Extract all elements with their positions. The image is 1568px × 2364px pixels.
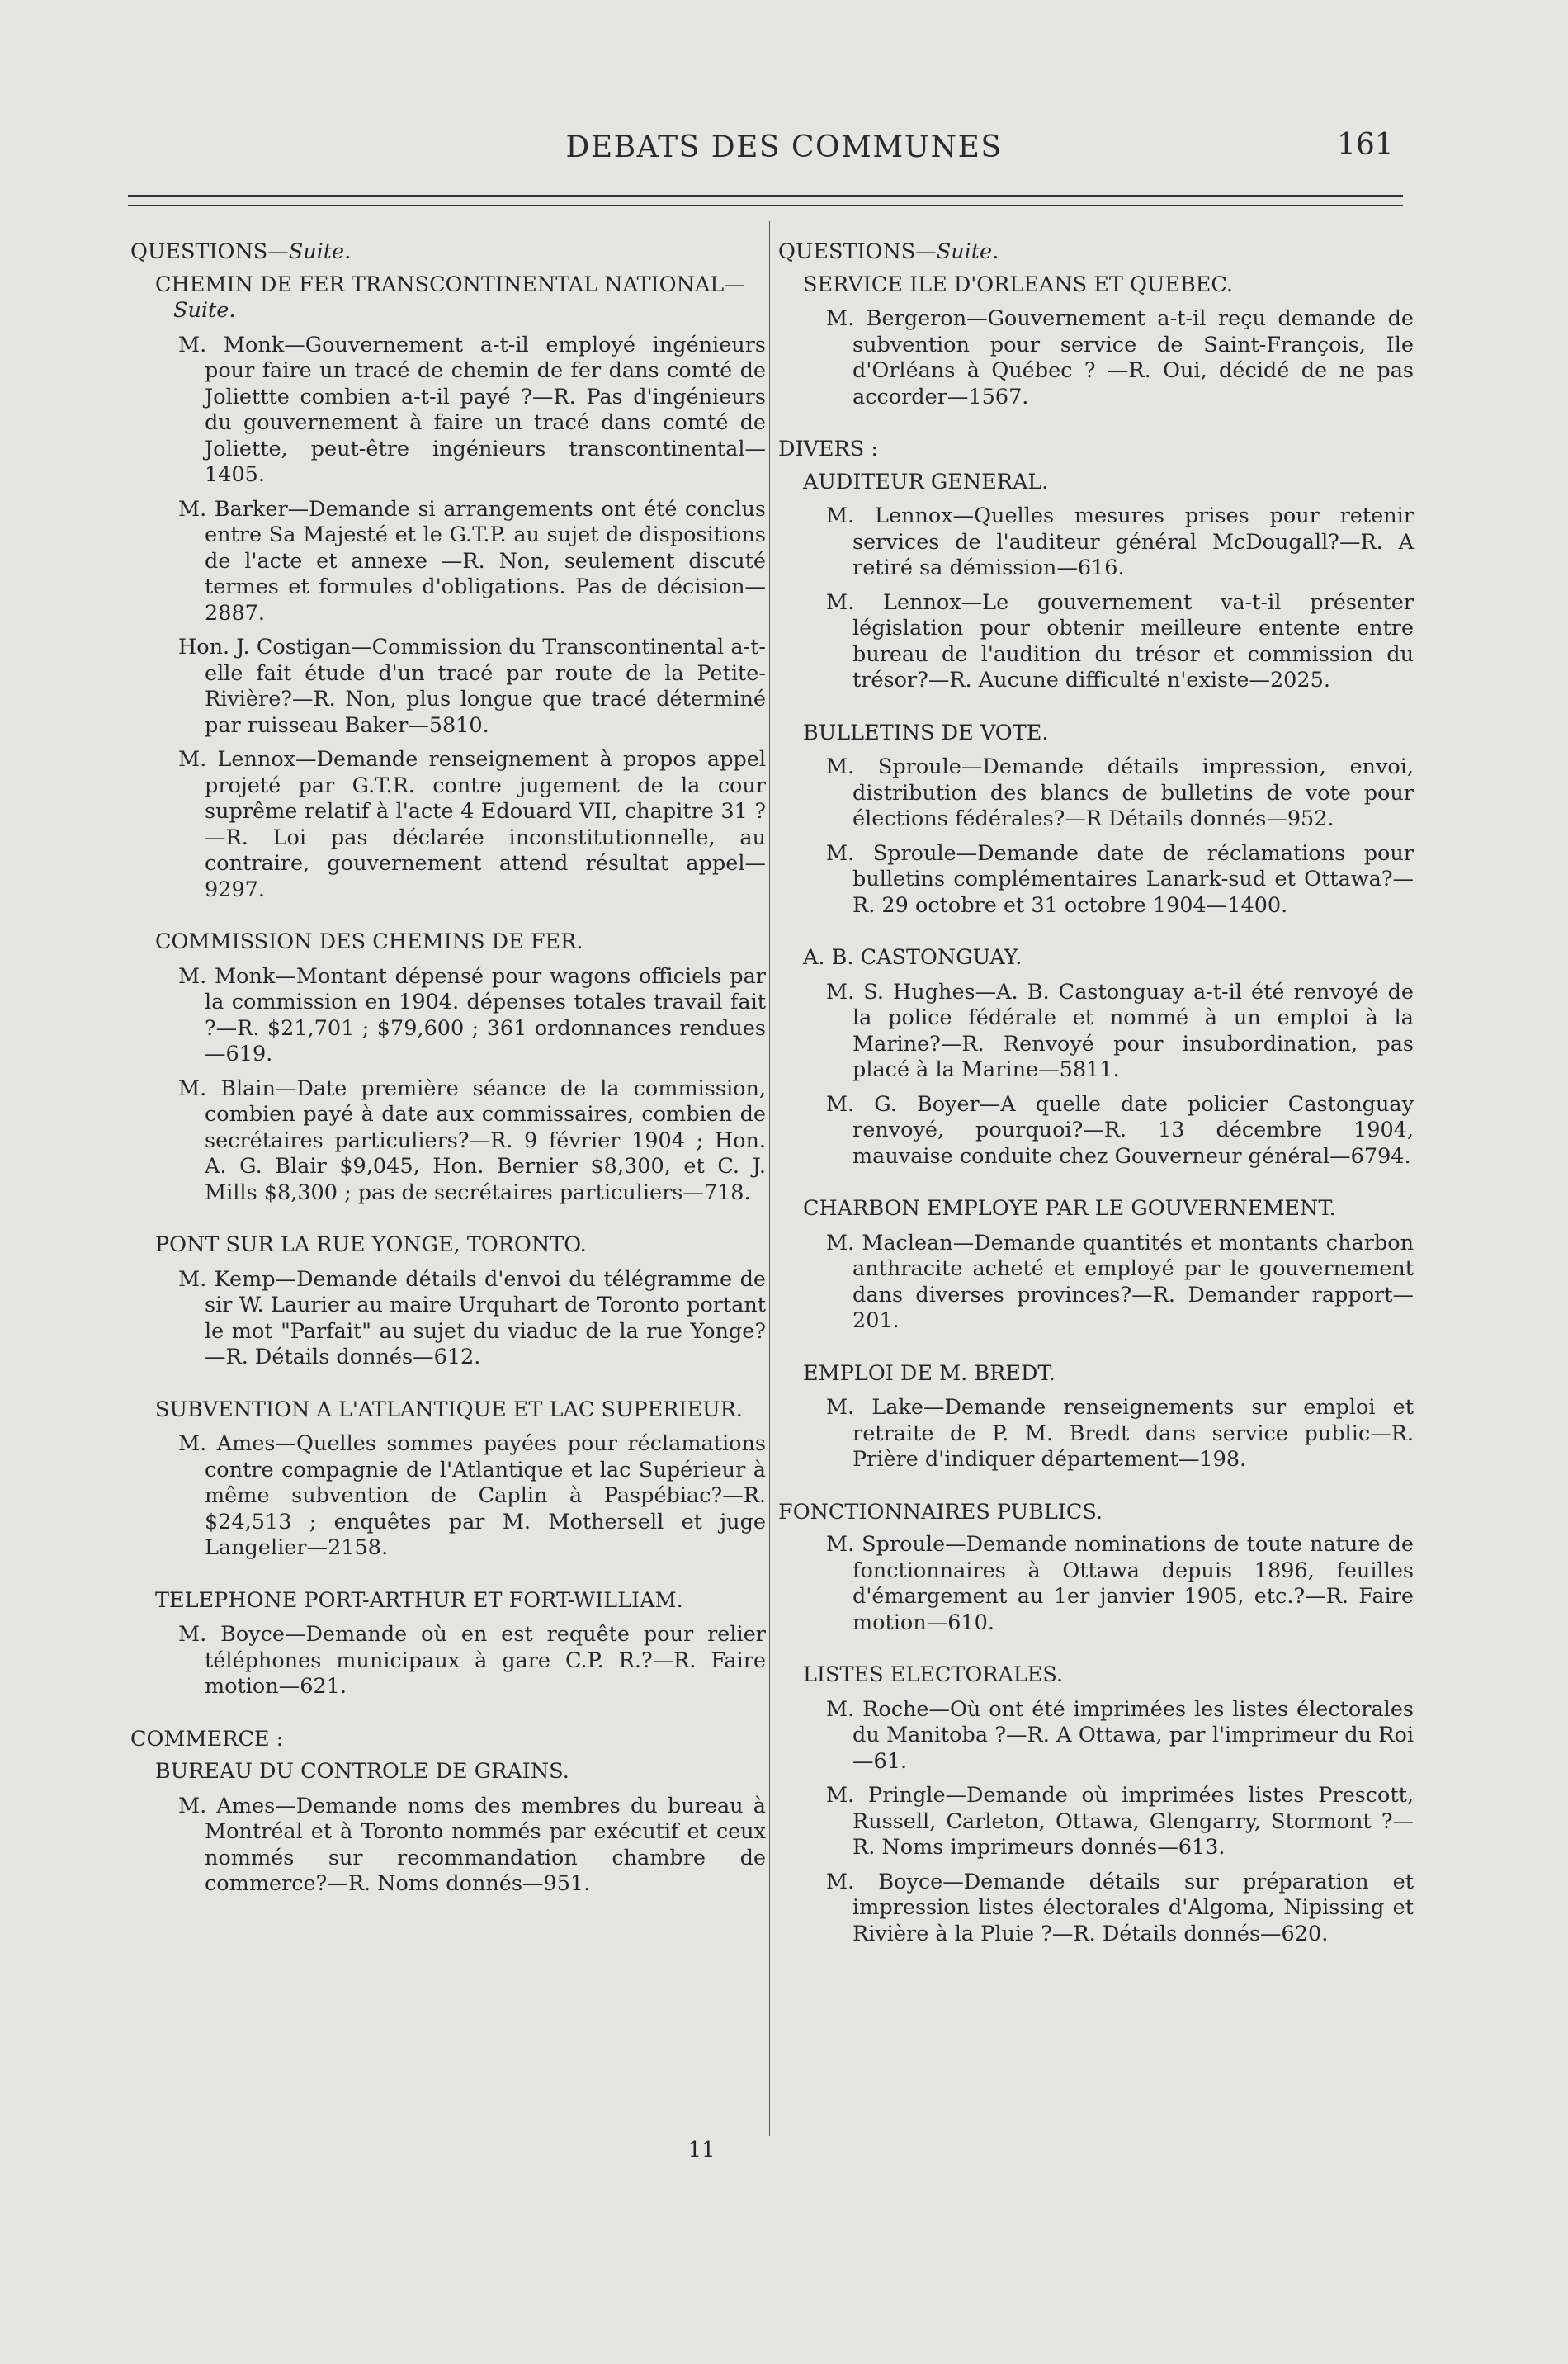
commerce-heading: COMMERCE : <box>130 1726 284 1752</box>
entry: M. Pringle—Demande où imprimées listes Prescott, Russell, Carleton, Ottawa, Glengarry, Stormont ?—R. Noms imprimeurs donnés—613. <box>826 1783 1414 1860</box>
entry: M. Maclean—Demande quantités et montants charbon anthracite acheté et employé par le gouvernement dans diverses provinces?—R. Demander rapport—201. <box>826 1230 1414 1333</box>
section-title: SUBVENTION A L'ATLANTIQUE ET LAC SUPERIEUR. <box>155 1397 743 1422</box>
questions-heading: QUESTIONS—Suite. <box>130 239 352 264</box>
signature-number: 11 <box>687 2138 716 2163</box>
fonctionnaires-heading: FONCTIONNAIRES PUBLICS. <box>778 1499 1103 1525</box>
questions-heading: QUESTIONS—Suite. <box>778 239 999 264</box>
entry: M. Lake—Demande renseignements sur emploi et retraite de P. M. Bredt dans service public—R. Prière d'indiquer département—198. <box>826 1395 1414 1472</box>
entry: Hon. J. Costigan—Commission du Transcontinental a-t-elle fait étude d'un tracé par route de la Petite-Rivière?—R. Non, plus longue que tracé déterminé par ruisseau Baker—5810. <box>178 635 766 738</box>
section-title: SERVICE ILE D'ORLEANS ET QUEBEC. <box>803 272 1234 297</box>
entry: M. S. Hughes—A. B. Castonguay a-t-il été renvoyé de la police fédérale et nommé à un emploi à la Marine?—R. Renvoyé pour insubordination, pas placé à la Marine—5811. <box>826 979 1414 1082</box>
entry: M. G. Boyer—A quelle date policier Castonguay renvoyé, pourquoi?—R. 13 décembre 1904, mauvaise conduite chez Gouverneur général—6794. <box>826 1091 1414 1169</box>
entry: M. Sproule—Demande nominations de toute nature de fonctionnaires à Ottawa depuis 1896, feuilles d'émargement au 1er janvier 1905, etc.?—R. Faire motion—610. <box>826 1532 1414 1635</box>
entry: M. Lennox—Le gouvernement va-t-il présenter législation pour obtenir meilleure entente entre bureau de l'audition du trésor et commission du trésor?—R. Aucune difficulté n'existe—2025. <box>826 589 1414 693</box>
column-divider <box>769 221 770 2136</box>
entry: M. Bergeron—Gouvernement a-t-il reçu demande de subvention pour service de Saint-François, Ile d'Orléans à Québec ? —R. Oui, décidé de ne pas accorder—1567. <box>826 306 1414 409</box>
entry: M. Lennox—Demande renseignement à propos appel projeté par G.T.R. contre jugement de la cour suprême relatif à l'acte 4 Edouard VII, chapitre 31 ?—R. Loi pas déclarée inconstitutionnelle, au contraire, gouvernement attend résultat appel—9297. <box>178 747 766 902</box>
section-title: LISTES ELECTORALES. <box>803 1662 1064 1687</box>
section-title: BULLETINS DE VOTE. <box>803 720 1049 745</box>
entry: M. Blain—Date première séance de la commission, combien payé à date aux commissaires, combien de secrétaires particuliers?—R. 9 février 1904 ; Hon. A. G. Blair $9,045, Hon. Bernier $8,300, et C. J. Mills $8,300 ; pas de secrétaires particuliers—718. <box>178 1076 766 1205</box>
section-title: A. B. CASTONGUAY. <box>803 945 1023 970</box>
entry: M. Monk—Gouvernement a-t-il employé ingénieurs pour faire un tracé de chemin de fer dans comté de Joliettte combien a-t-il payé ?—R. Pas d'ingénieurs du gouvernement à faire un tracé dans comté de Joliette, peut-être ingénieurs transcontinental—1405. <box>178 332 766 487</box>
right-column <box>778 239 1414 1955</box>
section-title: CHEMIN DE FER TRANSCONTINENTAL NATIONAL—Suite. <box>155 272 745 323</box>
header-rule-thin <box>128 205 1403 206</box>
section-title: AUDITEUR GENERAL. <box>803 469 1049 494</box>
divers-heading: DIVERS : <box>778 437 878 461</box>
header-rule-thick <box>128 195 1403 197</box>
section-title: COMMISSION DES CHEMINS DE FER. <box>155 929 583 954</box>
entry: M. Kemp—Demande détails d'envoi du télégramme de sir W. Laurier au maire Urquhart de Toronto portant le mot "Parfait" au sujet du viaduc de la rue Yonge? —R. Détails donnés—612. <box>178 1266 766 1369</box>
section-title: BUREAU DU CONTROLE DE GRAINS. <box>155 1759 569 1784</box>
section-title: TELEPHONE PORT-ARTHUR ET FORT-WILLIAM. <box>155 1587 683 1613</box>
entry: M. Boyce—Demande détails sur préparation et impression listes électorales d'Algoma, Nipissing et Rivière à la Pluie ?—R. Détails donnés—620. <box>826 1869 1414 1946</box>
entry: M. Sproule—Demande détails impression, envoi, distribution des blancs de bulletins de vote pour élections fédérales?—R Détails donnés—952. <box>826 754 1414 831</box>
entry: M. Barker—Demande si arrangements ont été conclus entre Sa Majesté et le G.T.P. au sujet de dispositions de l'acte et annexe —R. Non, seulement discuté termes et formules d'obligations. Pas de décision—2887. <box>178 496 766 626</box>
left-column <box>130 239 766 1906</box>
entry: M. Ames—Quelles sommes payées pour réclamations contre compagnie de l'Atlantique et lac Supérieur à même subvention de Caplin à Paspébiac?—R. $24,513 ; enquêtes par M. Mothersell et juge Langelier—2158. <box>178 1431 766 1560</box>
entry: M. Lennox—Quelles mesures prises pour retenir services de l'auditeur général McDougall?—R. A retiré sa démission—616. <box>826 504 1414 580</box>
page-number: 161 <box>1337 128 1394 162</box>
entry: M. Roche—Où ont été imprimées les listes électorales du Manitoba ?—R. A Ottawa, par l'imprimeur du Roi—61. <box>826 1696 1414 1774</box>
entry: M. Monk—Montant dépensé pour wagons officiels par la commission en 1904. dépenses totales travail fait ?—R. $21,701 ; $79,600 ; 361 ordonnances rendues—619. <box>178 963 766 1066</box>
entry: M. Sproule—Demande date de réclamations pour bulletins complémentaires Lanark-sud et Ottawa?—R. 29 octobre et 31 octobre 1904—1400. <box>826 840 1414 918</box>
running-header-title: DEBATS DES COMMUNES <box>565 130 1003 164</box>
section-title: CHARBON EMPLOYE PAR LE GOUVERNEMENT. <box>803 1196 1336 1221</box>
entry: M. Boyce—Demande où en est requête pour relier téléphones municipaux à gare C.P. R.?—R. Faire motion—621. <box>178 1622 766 1699</box>
entry: M. Ames—Demande noms des membres du bureau à Montréal et à Toronto nommés par exécutif et ceux nommés sur recommandation chambre de commerce?—R. Noms donnés—951. <box>178 1793 766 1896</box>
section-title: EMPLOI DE M. BREDT. <box>803 1360 1056 1386</box>
section-title: PONT SUR LA RUE YONGE, TORONTO. <box>155 1232 587 1257</box>
